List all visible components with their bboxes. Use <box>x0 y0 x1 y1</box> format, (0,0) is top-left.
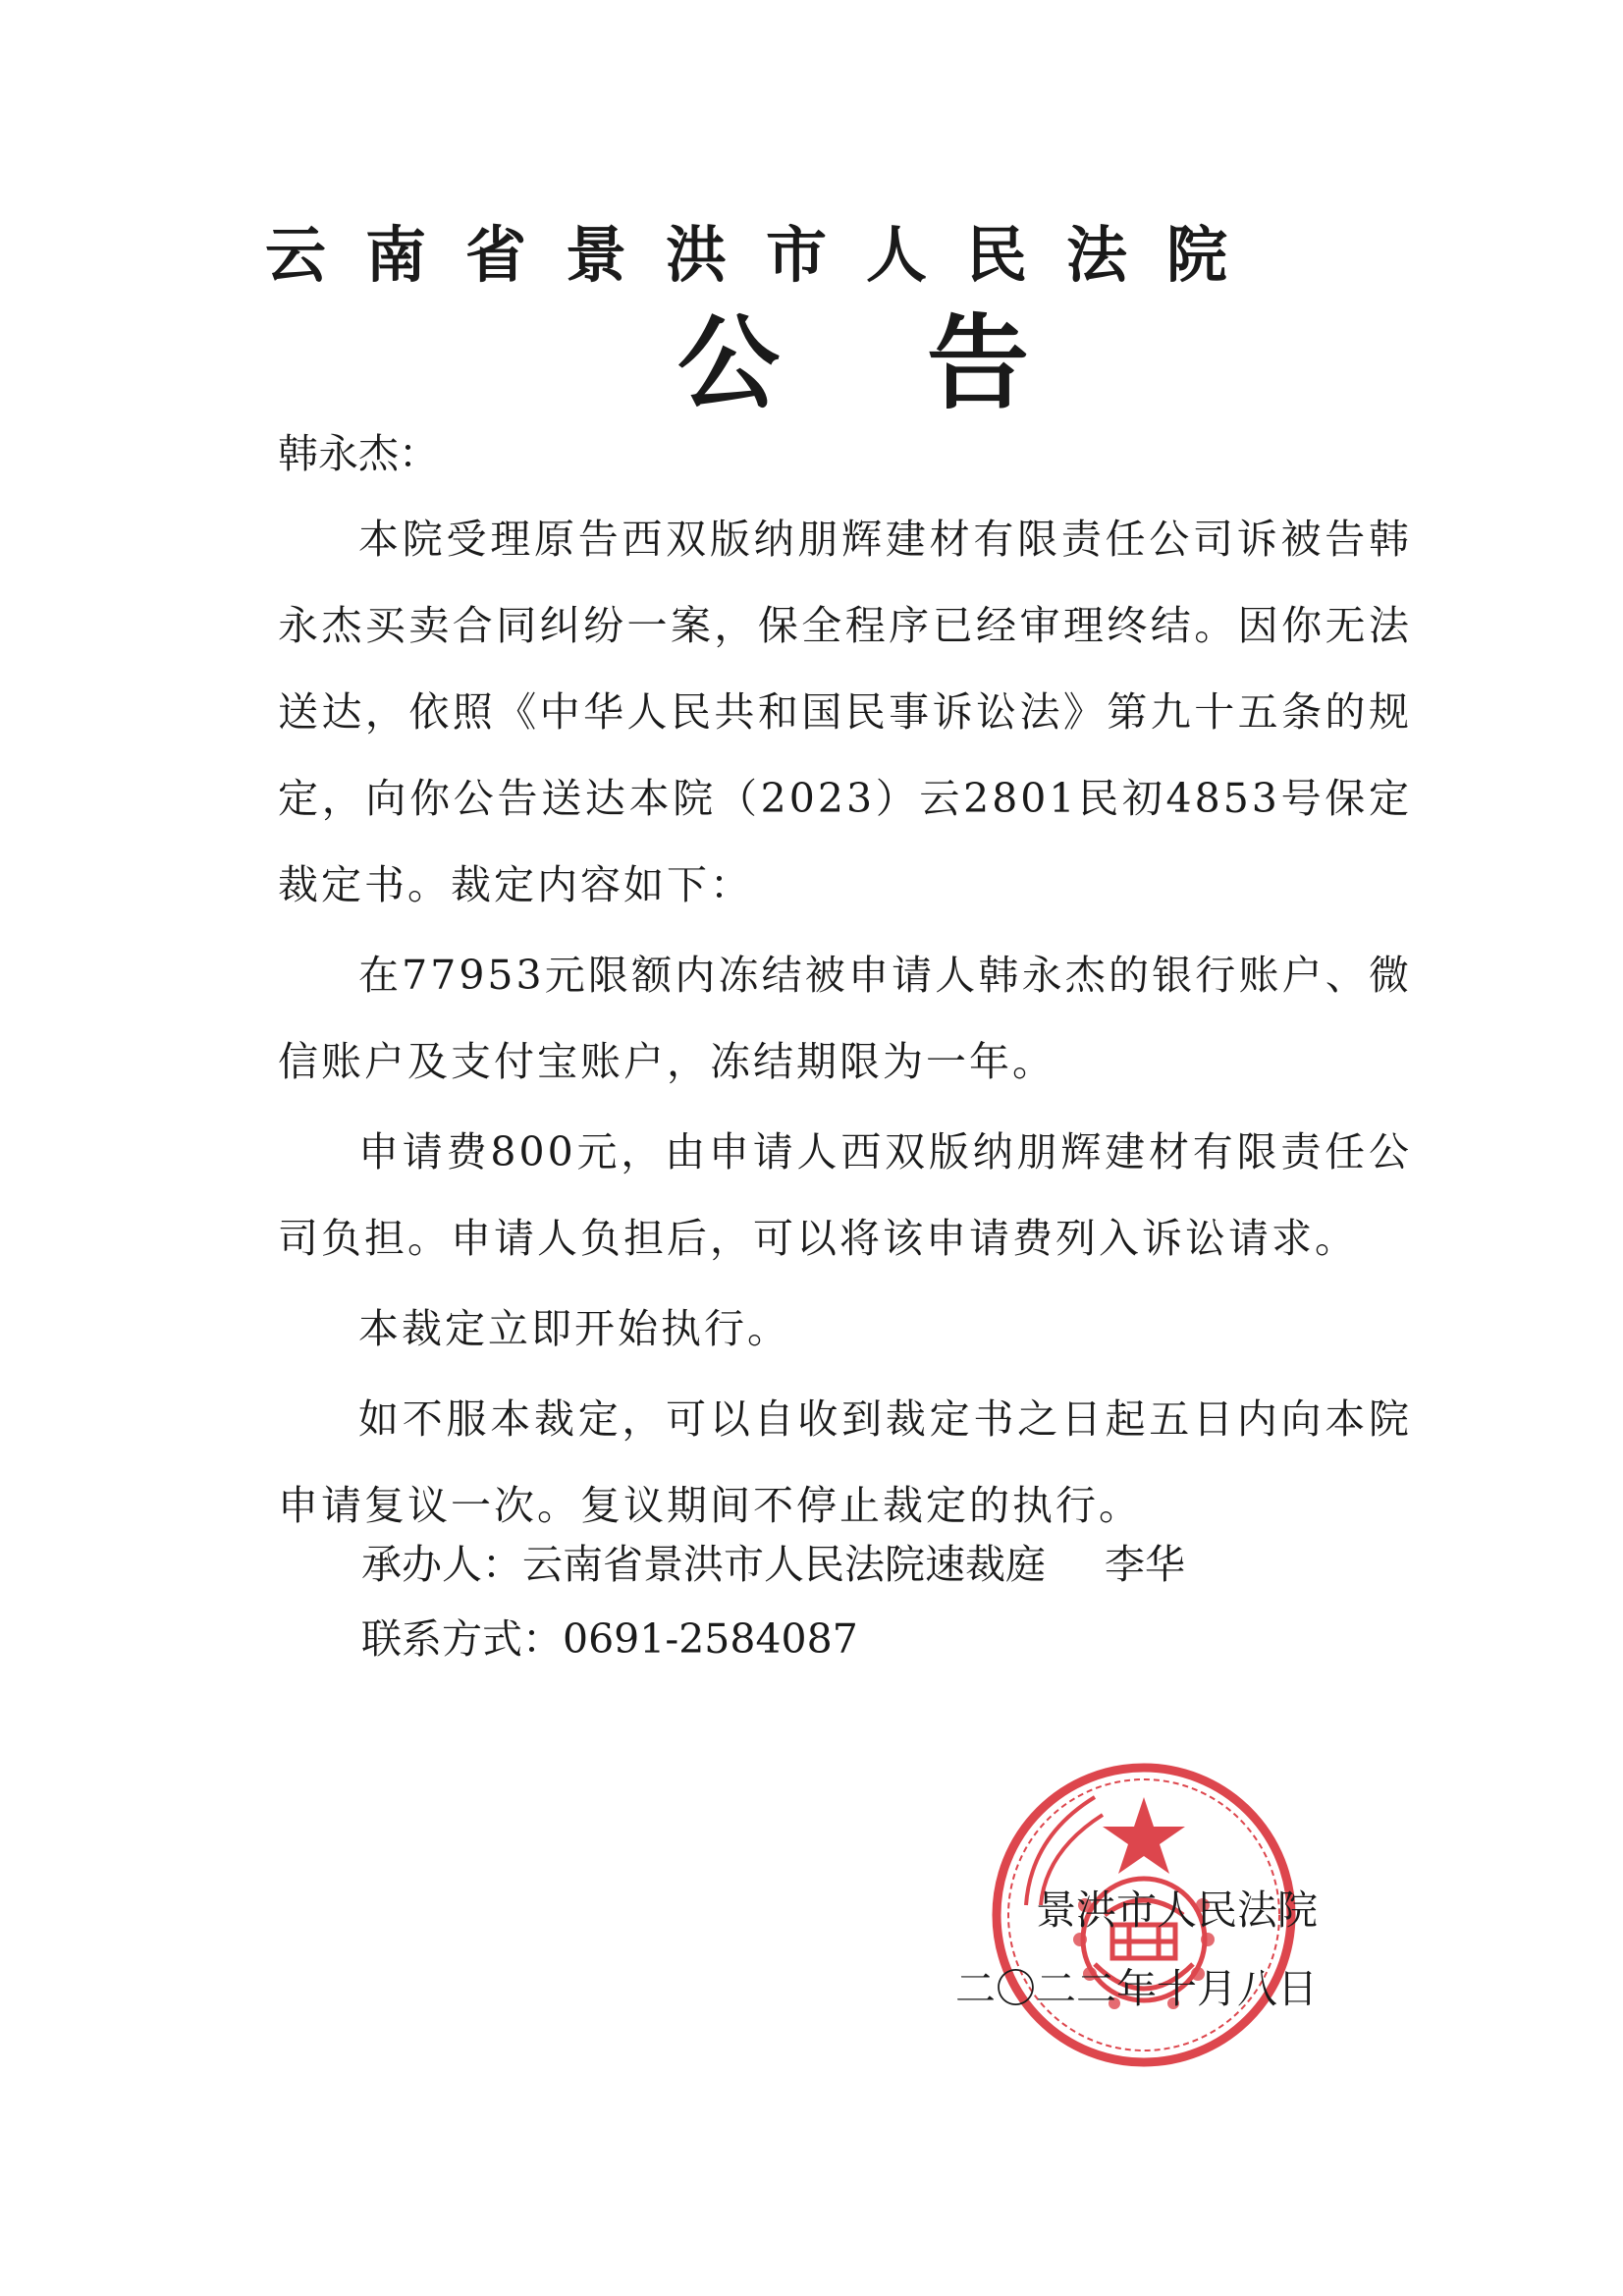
handler-label: 承办人： <box>361 1541 522 1588</box>
court-name-heading: 云南省景洪市人民法院 <box>265 219 1268 291</box>
phone-label: 联系方式： <box>361 1615 563 1663</box>
phone-line <box>361 1602 1185 1676</box>
paragraph-case-description: 本院受理原告西双版纳朋辉建材有限责任公司诉被告韩永杰买卖合同纠纷一案，保全程序已经审理终结。因你无法送达，依照《中华人民共和国民事诉讼法》第九十五条的规定，向你公告送达本院（2023）云2801民初4853号保定裁定书。裁定内容如下： <box>278 516 1412 908</box>
handler-line <box>361 1527 1185 1602</box>
paragraph-freeze-order: 在77953元限额内冻结被申请人韩永杰的银行账户、微信账户及支付宝账户，冻结期限为一年。 <box>278 952 1412 1085</box>
paragraph-execution: 本裁定立即开始执行。 <box>358 1305 790 1352</box>
paragraph-fee: 申请费800元，由申请人西双版纳朋辉建材有限责任公司负担。申请人负担后，可以将该申请费列入诉讼请求。 <box>278 1128 1412 1262</box>
notice-title: 公告 <box>677 303 1177 423</box>
contact-block <box>361 1527 1185 1676</box>
recipient-line: 韩永杰： <box>278 430 439 477</box>
signature-date: 二〇二二年十月八日 <box>955 1965 1318 2012</box>
phone-number: 0691-2584087 <box>563 1615 858 1663</box>
paragraph-appeal: 如不服本裁定，可以自收到裁定书之日起五日内向本院申请复议一次。复议期间不停止裁定的执行。 <box>278 1395 1412 1529</box>
signature-court: 景洪市人民法院 <box>1036 1886 1318 1934</box>
signature-block <box>955 1871 1318 2028</box>
handler-name: 李华 <box>1105 1541 1185 1588</box>
notice-body <box>278 496 1412 1549</box>
handler-department: 云南省景洪市人民法院速裁庭 <box>522 1541 1046 1588</box>
